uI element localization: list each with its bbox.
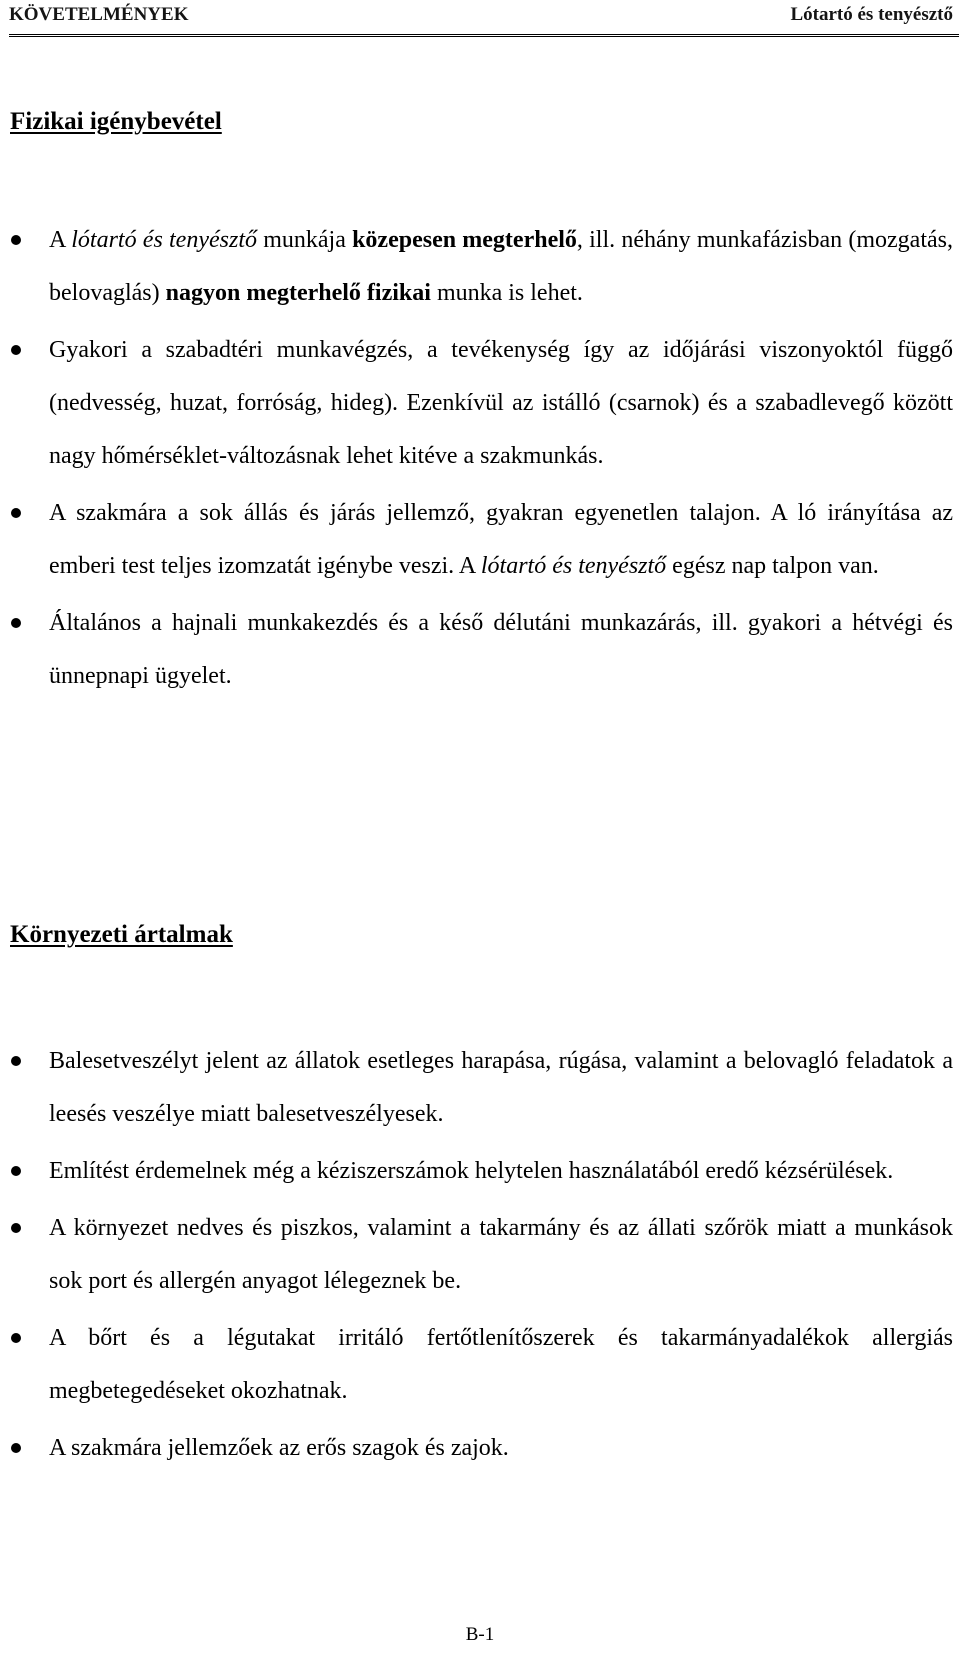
list-item-text: [49, 1325, 953, 1404]
bullet-dot-icon: [11, 1443, 21, 1453]
list-item: [0, 597, 953, 703]
section-title-physical-demands: Fizikai igénybevétel: [10, 108, 222, 135]
bullet-list-environmental-hazards: [0, 1035, 960, 1475]
list-item-text: [49, 1158, 893, 1184]
list-item: [0, 1202, 953, 1308]
list-item: [0, 1035, 953, 1141]
section-title-environmental-hazards: Környezeti ártalmak: [10, 921, 233, 948]
bullet-dot-icon: [11, 1333, 21, 1343]
page-number: B-1: [465, 1624, 495, 1645]
header-section-label: KÖVETELMÉNYEK: [9, 4, 189, 25]
list-item: [0, 487, 953, 593]
text-run: A: [49, 227, 72, 253]
bullet-dot-icon: [11, 618, 21, 628]
text-run: munkája: [256, 227, 353, 253]
text-run: A szakmára jellemzőek az erős szagok és zajok.: [49, 1435, 509, 1461]
text-run: A bőrt és a légutakat irritáló fertőtlenítőszerek és takarmányadalékok allergiás megbetegedéseket okozhatnak.: [49, 1325, 953, 1404]
list-item-text: [49, 337, 953, 469]
emphasis-italic: lótartó és tenyésztő: [480, 553, 667, 579]
list-item-text: [49, 1435, 509, 1461]
bullet-dot-icon: [11, 1056, 21, 1066]
bullet-dot-icon: [11, 1166, 21, 1176]
text-run: Említést érdemelnek még a kéziszerszámok helytelen használatából eredő kézsérülések.: [49, 1158, 894, 1184]
list-item-text: [49, 1048, 953, 1127]
list-item: [0, 1145, 953, 1198]
text-run: A környezet nedves és piszkos, valamint a takarmány és az állati szőrök miatt a munkások sok port és allergén anyagot lélegeznek be.: [49, 1215, 953, 1294]
list-item-text: [49, 227, 953, 306]
list-item: [0, 214, 953, 320]
bullet-dot-icon: [11, 508, 21, 518]
text-run: , ill. néhány munkafázisban (mozgatás, belovaglás): [49, 227, 953, 306]
text-run: munka is lehet.: [430, 280, 583, 306]
text-run: Balesetveszélyt jelent az állatok esetleges harapása, rúgása, valamint a belovagló feladatok a leesés veszélye miatt balesetveszélyesek.: [49, 1048, 953, 1127]
emphasis-bold: közepesen megterhelő: [352, 227, 577, 253]
text-run: A szakmára a sok állás és járás jellemző, gyakran egyenetlen talajon. A ló irányítása az emberi test teljes izomzatát igénybe veszi. A: [49, 500, 953, 579]
list-item-text: [49, 1215, 953, 1294]
list-item-text: [49, 610, 953, 689]
bullet-dot-icon: [11, 235, 21, 245]
text-run: Gyakori a szabadtéri munkavégzés, a tevékenység így az időjárási viszonyoktól függő (nedvesség, huzat, forróság, hideg). Ezenkívül az istálló (csarnok) és a szabadlevegő között nagy hőmérséklet-változásnak lehet kitéve a szakmunkás.: [49, 337, 953, 469]
text-run: Általános a hajnali munkakezdés és a késő délutáni munkazárás, ill. gyakori a hétvégi és ünnepnapi ügyelet.: [49, 610, 953, 689]
emphasis-italic: lótartó és tenyésztő: [71, 227, 257, 253]
bullet-dot-icon: [11, 345, 21, 355]
text-run: egész nap talpon van.: [666, 553, 879, 579]
emphasis-bold: nagyon megterhelő fizikai: [165, 280, 431, 306]
page-header: [9, 0, 959, 37]
bullet-list-physical-demands: [0, 214, 960, 703]
list-item: [0, 324, 953, 483]
list-item: [0, 1312, 953, 1418]
list-item-text: [49, 500, 953, 579]
bullet-dot-icon: [11, 1223, 21, 1233]
header-document-title: Lótartó és tenyésztő: [790, 4, 953, 25]
list-item: [0, 1422, 953, 1475]
